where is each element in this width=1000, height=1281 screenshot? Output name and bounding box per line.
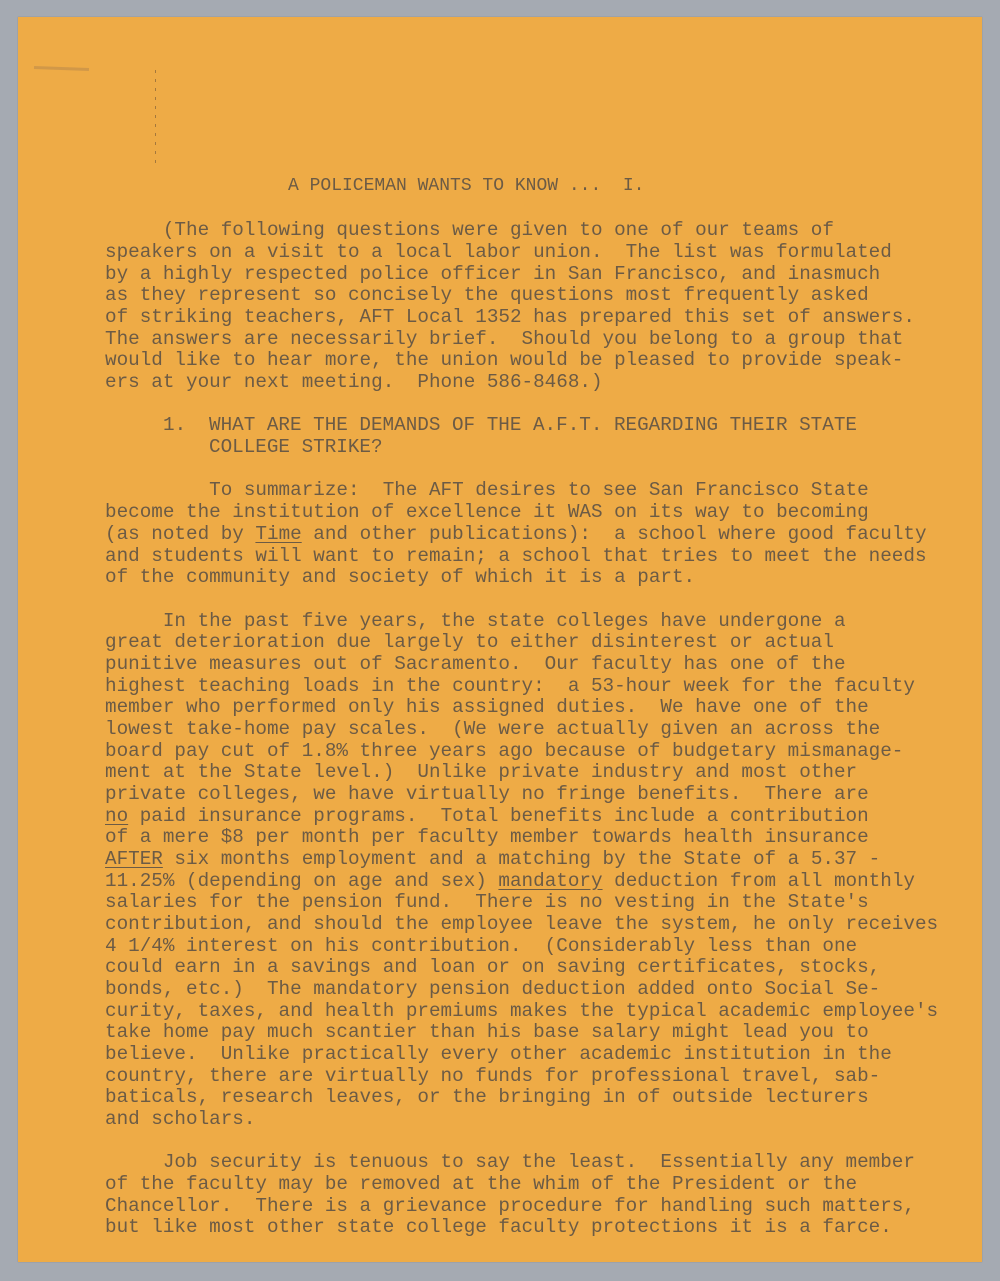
- answer-line: private colleges, we have virtually no fringe benefits. There are: [105, 783, 869, 805]
- text-segment: and other publications): a school where good faculty: [301, 523, 927, 545]
- answer-line: To summarize: The AFT desires to see San Francisco State: [105, 479, 869, 501]
- answer-line: board pay cut of 1.8% three years ago because of budgetary mismanage-: [105, 740, 904, 762]
- underlined-emphasis: no: [105, 805, 129, 827]
- answer-line: but like most other state college faculty protections it is a farce.: [105, 1216, 892, 1238]
- answer-line: In the past five years, the state colleges have undergone a: [105, 610, 846, 632]
- answer-line: of a mere $8 per month per faculty member towards health insurance: [105, 826, 869, 848]
- intro-line: would like to hear more, the union would be pleased to provide speak-: [105, 349, 904, 371]
- answer-line: could earn in a savings and loan or on saving certificates, stocks,: [105, 956, 881, 978]
- document-title: A POLICEMAN WANTS TO KNOW ... I.: [288, 176, 645, 196]
- underlined-emphasis: mandatory: [498, 870, 603, 892]
- answer-line: Chancellor. There is a grievance procedure for handling such matters,: [105, 1195, 915, 1217]
- question-line: WHAT ARE THE DEMANDS OF THE A.F.T. REGARDING THEIR STATE: [209, 414, 857, 436]
- intro-line: speakers on a visit to a local labor union. The list was formulated: [105, 241, 892, 263]
- answer-line: great deterioration due largely to either disinterest or actual: [105, 631, 834, 653]
- text-segment: deduction from all monthly: [602, 870, 915, 892]
- answer-line: member who performed only his assigned duties. We have one of the: [105, 696, 869, 718]
- answer-line: Job security is tenuous to say the least. Essentially any member: [105, 1151, 915, 1173]
- question-number: 1.: [163, 414, 187, 436]
- answer-line: salaries for the pension fund. There is no vesting in the State's: [105, 891, 869, 913]
- answer-line: ment at the State level.) Unlike private industry and most other: [105, 761, 858, 783]
- text-segment: six months employment and a matching by the State of a 5.37 -: [162, 848, 881, 870]
- intro-line: of striking teachers, AFT Local 1352 has prepared this set of answers.: [105, 306, 915, 328]
- intro-line: (The following questions were given to one of our teams of: [105, 219, 834, 241]
- answer-line: believe. Unlike practically every other academic institution in the: [105, 1043, 892, 1065]
- intro-line: by a highly respected police officer in San Francisco, and inasmuch: [105, 263, 881, 285]
- answer-line: of the community and society of which it is a part.: [105, 566, 696, 588]
- answer-line: contribution, and should the employee leave the system, he only receives: [105, 913, 939, 935]
- answer-line: [105, 849, 880, 871]
- intro-line: as they represent so concisely the questions most frequently asked: [105, 284, 869, 306]
- answer-line: lowest take-home pay scales. (We were actually given an across the: [105, 718, 881, 740]
- answer-line: curity, taxes, and health premiums makes the typical academic employee's: [105, 1000, 939, 1022]
- answer-line: bonds, etc.) The mandatory pension deduction added onto Social Se-: [105, 978, 881, 1000]
- answer-line: highest teaching loads in the country: a 53-hour week for the faculty: [105, 675, 915, 697]
- answer-line: and scholars.: [105, 1108, 256, 1130]
- answer-line: take home pay much scantier than his base salary might lead you to: [105, 1021, 869, 1043]
- answer-line: of the faculty may be removed at the whim of the President or the: [105, 1173, 858, 1195]
- question-line: COLLEGE STRIKE?: [209, 436, 383, 458]
- underlined-publication-name: Time: [255, 523, 302, 545]
- intro-line: The answers are necessarily brief. Should you belong to a group that: [105, 328, 904, 350]
- text-segment: paid insurance programs. Total benefits include a contribution: [128, 805, 869, 827]
- answer-line: 4 1/4% interest on his contribution. (Considerably less than one: [105, 935, 858, 957]
- text-segment: 11.25% (depending on age and sex): [105, 870, 499, 892]
- answer-line: [105, 871, 915, 893]
- underlined-emphasis: AFTER: [105, 848, 163, 870]
- answer-line: become the institution of excellence it WAS on its way to becoming: [105, 501, 869, 523]
- answer-line: punitive measures out of Sacramento. Our faculty has one of the: [105, 653, 846, 675]
- answer-line: and students will want to remain; a school that tries to meet the needs: [105, 545, 927, 567]
- answer-line: [105, 524, 927, 546]
- intro-line: ers at your next meeting. Phone 586-8468.): [105, 371, 603, 393]
- answer-line: baticals, research leaves, or the bringing in of outside lecturers: [105, 1086, 869, 1108]
- answer-line: [105, 806, 869, 828]
- text-segment: (as noted by: [105, 523, 256, 545]
- answer-line: country, there are virtually no funds for professional travel, sab-: [105, 1065, 881, 1087]
